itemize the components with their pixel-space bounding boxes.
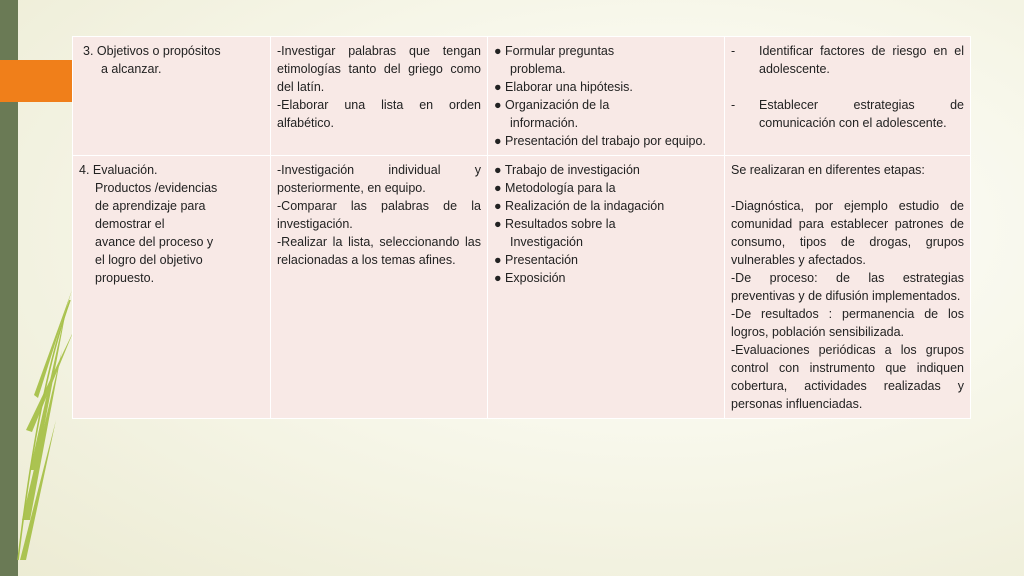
stage-text: -Evaluaciones periódicas a los grupos control con instrumento que indiquen cobertura, actividades realizadas y personas influenciadas. bbox=[731, 343, 964, 411]
table-row bbox=[73, 37, 971, 156]
stage-text: -Diagnóstica, por ejemplo estudio de comunidad para establecer patrones de consumo, tipos de drogas, grupos vulnerables y afectados. bbox=[731, 199, 964, 267]
bullet-item: ● Formular preguntas bbox=[494, 44, 615, 58]
bullets-cell bbox=[488, 37, 725, 156]
activity-text: -Elaborar una lista en orden alfabético. bbox=[277, 98, 481, 130]
activity-text: -Realizar la lista, seleccionando las relacionadas a los temas afines. bbox=[277, 235, 481, 267]
bullet-item: ● Trabajo de investigación bbox=[494, 163, 640, 177]
stage-text: -De resultados : permanencia de los logros, población sensibilizada. bbox=[731, 307, 964, 339]
stage-text: -De proceso: de las estrategias preventivas y de difusión implementados. bbox=[731, 271, 964, 303]
stages-cell bbox=[725, 156, 971, 419]
activities-cell bbox=[271, 37, 488, 156]
bullet-item: ● Organización de la bbox=[494, 98, 610, 112]
plan-table bbox=[72, 36, 971, 419]
objectives-title: 3. Objetivos o propósitos bbox=[83, 44, 221, 58]
activities-cell bbox=[271, 156, 488, 419]
bullet-item-cont: Investigación bbox=[510, 235, 583, 249]
objectives-label-cell bbox=[73, 37, 271, 156]
dash-item: - Establecer estrategias de comunicación con el adolescente. bbox=[731, 98, 964, 130]
objectives-title-cont: a alcanzar. bbox=[101, 62, 162, 76]
dash-item: - Identificar factores de riesgo en el adolescente. bbox=[731, 44, 964, 76]
bullet-item: ● Exposición bbox=[494, 271, 566, 285]
leaf-3 bbox=[26, 330, 74, 432]
bullet-item: ● Metodología para la bbox=[494, 181, 616, 195]
bullets-cell bbox=[488, 156, 725, 419]
bullet-item: ● Elaborar una hipótesis. bbox=[494, 80, 633, 94]
bullet-item-cont: problema. bbox=[510, 62, 566, 76]
bullet-item-cont: información. bbox=[510, 116, 579, 130]
goals-cell bbox=[725, 37, 971, 156]
stages-intro: Se realizaran en diferentes etapas: bbox=[731, 163, 925, 177]
table-row bbox=[73, 156, 971, 419]
evaluation-title: 4. Evaluación. bbox=[79, 163, 158, 177]
activity-text: -Investigar palabras que tengan etimologías tanto del griego como del latín. bbox=[277, 44, 481, 94]
bullet-item: ● Resultados sobre la bbox=[494, 217, 616, 231]
activity-text: -Investigación individual y posteriormente, en equipo. bbox=[277, 163, 481, 195]
bullet-item: ● Realización de la indagación bbox=[494, 199, 665, 213]
leaf-decoration bbox=[0, 0, 75, 576]
activity-text: -Comparar las palabras de la investigación. bbox=[277, 199, 481, 231]
bullet-item: ● Presentación bbox=[494, 253, 579, 267]
leaf-5 bbox=[34, 290, 72, 398]
evaluation-label-cell: 4. Evaluación. Productos /evidencias de aprendizaje para demostrar el avance del proceso y el logro del objetivo propuesto. bbox=[73, 156, 271, 419]
bullet-item: ● Presentación del trabajo por equipo. bbox=[494, 134, 706, 148]
